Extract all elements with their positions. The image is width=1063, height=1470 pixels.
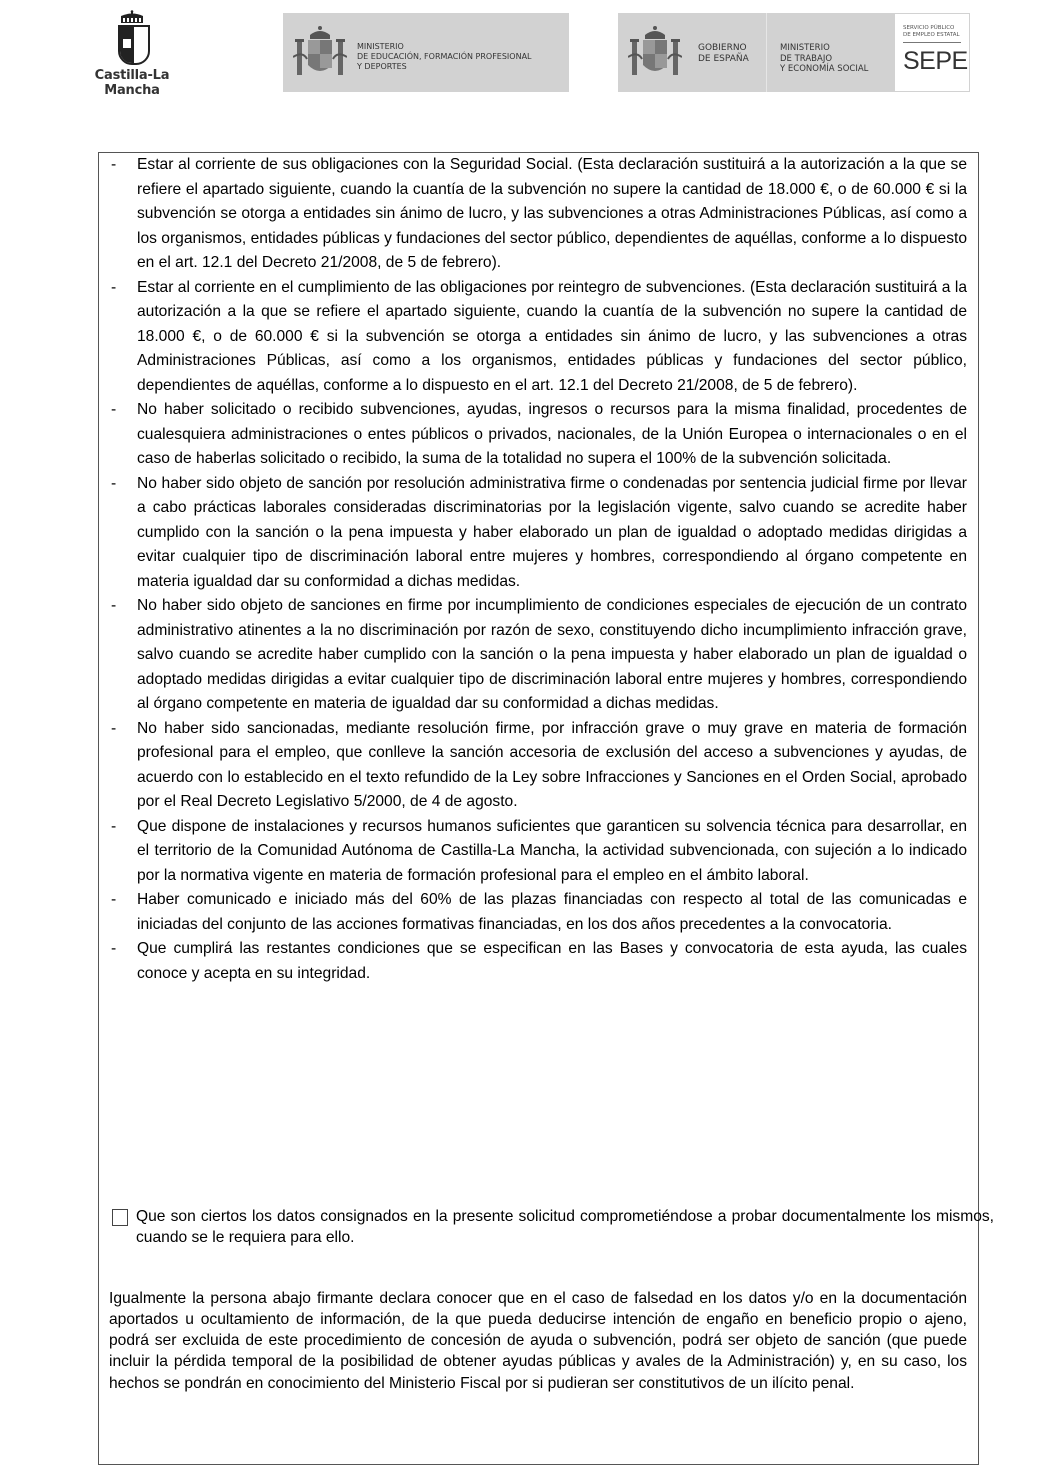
bullet-dash: - [111,278,117,296]
declaration-text: No haber sido objeto de sanción por resolución administrativa firme o condenadas por sentencia judicial firme por llevar a cabo prácticas laborales consideradas discriminatorias por la legislación vigente, salvo cuando se acredite haber cumplido con la sanción o la pena impuesta y haber elaborado un plan de igualdad o adoptado medidas dirigidas a evitar cualquier tipo de discriminación laboral entre mujeres y hombres, correspondiendo al órgano competente en materia igualdad dar su conformidad a dichas medidas. [137,474,967,590]
declaration-item [109,888,967,937]
ministerio-educacion-text [357,42,532,72]
veracity-declaration [109,1206,994,1248]
declarations-box [98,152,994,1465]
declaration-item [109,815,967,889]
declaration-text: No haber sido sancionadas, mediante resolución firme, por infracción grave o muy grave en materia de formación profesional para el empleo, que conlleve la sanción accesoria de exclusión del acceso a subvenciones y ayudas, de acuerdo con lo establecido en el texto refundido de la Ley sobre Infracciones y Sanciones en el Orden Social, aprobado por el Real Decreto Legislativo 5/2000, de 4 de agosto. [137,719,967,810]
declaration-item [109,937,967,986]
bullet-dash: - [111,817,117,835]
ministerio-trabajo-text [780,43,868,75]
declaration-item [109,472,967,595]
bullet-dash: - [111,891,117,908]
declaration-item [109,398,967,472]
bullet-dash: - [111,401,117,418]
castilla-la-mancha-shield-icon [115,8,149,66]
ministerio-educacion-logo [283,13,569,92]
logo-divider [766,13,767,92]
declaration-text: Estar al corriente de sus obligaciones con la Seguridad Social. (Esta declaración sustituirá a la autorización a la que se refiere el apartado siguiente, cuando la cuantía de la subvención no supere la cantidad de 18.000 €, o de 60.000 € si la subvención se otorga a entidades sin ánimo de lucro, y las subvenciones a otras Administraciones Públicas, así como a los organismos, entidades públicas y fundaciones del sector público, dependientes de aquéllas, conforme a lo dispuesto en el art. 12.1 del Decreto 21/2008, de 5 de febrero). [137,156,967,271]
declaration-text: No haber solicitado o recibido subvenciones, ayudas, ingresos o recursos para la misma finalidad, procedentes de cualesquiera administraciones o entes públicos o privados, nacionales, de la Unión Europea o internacionales o en el caso de haberlas solicitado o recibido, la suma de la totalidad no supera el 100% de la subvención solicitada. [137,401,967,467]
logo-line: SERVICIO PÚBLICO [903,25,955,31]
gobierno-espana-logo [618,13,970,92]
logo-line: MINISTERIO [780,43,830,53]
veracity-checkbox[interactable] [112,1209,128,1226]
declarations-list [109,153,967,986]
declaration-text: Que dispone de instalaciones y recursos humanos suficientes que garanticen su solvencia técnica para desarrollar, en el territorio de la Comunidad Autónoma de Castilla-La Mancha, la actividad subvencionada, con sujeción a lo indicado por la normativa vigente en materia de formación profesional para el empleo en el ámbito laboral. [137,817,967,884]
logo-line: DE ESPAÑA [698,54,749,64]
crown-icon [119,10,145,24]
bullet-dash: - [111,719,117,737]
declaration-item [109,717,967,815]
bullet-dash: - [111,156,117,173]
logo-line: DE EDUCACIÓN, FORMACIÓN PROFESIONAL [357,52,532,61]
logo-line: MINISTERIO [357,42,404,51]
sepe-rule [903,42,961,43]
declaration-item [109,276,967,399]
declaration-text: No haber sido objeto de sanciones en firme por incumplimiento de condiciones especiales de ejecución de un contrato administrativo atinentes a la no discriminación por razón de sexo, constituyendo dicho incumplimiento infracción grave, salvo cuando se acredite haber cumplido con la sanción o la pena impuesta y haber elaborado un plan de igualdad o adoptado medidas dirigidas a evitar cualquier tipo de discriminación laboral entre mujeres y hombres, correspondiendo al órgano competente en materia de igualdad dar su conformidad a dichas medidas. [137,597,967,712]
bullet-dash: - [111,597,117,614]
sepe-wordmark: SEPE [903,47,968,75]
gobierno-espana-text [698,43,749,65]
falsification-warning-paragraph: Igualmente la persona abajo firmante declara conocer que en el caso de falsedad en los datos y/o en la documentación aportados u ocultamiento de información, de la que pueda deducirse intención de engaño en beneficio propio o ajeno, podrá ser excluida de este procedimiento de concesión de ayuda o subvención, podrá ser objeto de sanción (que puede incluir la pérdida temporal de la posibilidad de obtener ayudas públicas y avales de la Administración) y, en su caso, los hechos se pondrán en conocimiento del Ministerio Fiscal por si pudieran ser constitutivos de un ilícito penal. [109,1289,967,1392]
declaration-text: Estar al corriente en el cumplimiento de las obligaciones por reintegro de subvenciones. (Esta declaración sustituirá a la autorización a la que se refiere el apartado siguiente, cuando la cuantía de la subvención no supere la cantidad de 18.000 €, o de 60.000 € si la subvención se otorga a entidades sin ánimo de lucro, y las subvenciones a otras Administraciones Públicas, así como a los organismos, entidades públicas y fundaciones del sector público, dependientes de aquéllas, conforme a lo dispuesto en el art. 12.1 del Decreto 21/2008, de 5 de febrero). [137,278,967,394]
castilla-la-mancha-name: Castilla-La Mancha [94,68,170,98]
declaration-item [109,153,967,276]
logo-line: DE TRABAJO [780,53,833,64]
logo-line: Y DEPORTES [357,62,407,71]
declaration-item [109,594,967,717]
logo-line: Y ECONOMÍA SOCIAL [780,64,869,74]
logo-line: DE EMPLEO ESTATAL [903,32,960,38]
bullet-dash: - [111,474,117,492]
sepe-logo [894,13,970,92]
veracity-checkbox-label: Que son ciertos los datos consignados en la presente solicitud comprometiéndose a probar documentalmente los mismos, cuando se le requiera para ello. [136,1208,994,1246]
bullet-dash: - [111,940,117,957]
sepe-subtitle [903,25,960,39]
declaration-text: Haber comunicado e iniciado más del 60% de las plazas financiadas con respecto al total de las comunicadas e iniciadas del conjunto de las acciones formativas financiadas, en los dos años precedentes a la convocatoria. [137,891,967,933]
coat-of-arms-icon [293,25,347,81]
logo-line: GOBIERNO [698,43,747,53]
castilla-la-mancha-logo [68,8,196,98]
coat-of-arms-icon [628,25,682,81]
declaration-text: Que cumplirá las restantes condiciones que se especifican en las Bases y convocatoria de esta ayuda, las cuales conoce y acepta en su integridad. [137,940,967,982]
